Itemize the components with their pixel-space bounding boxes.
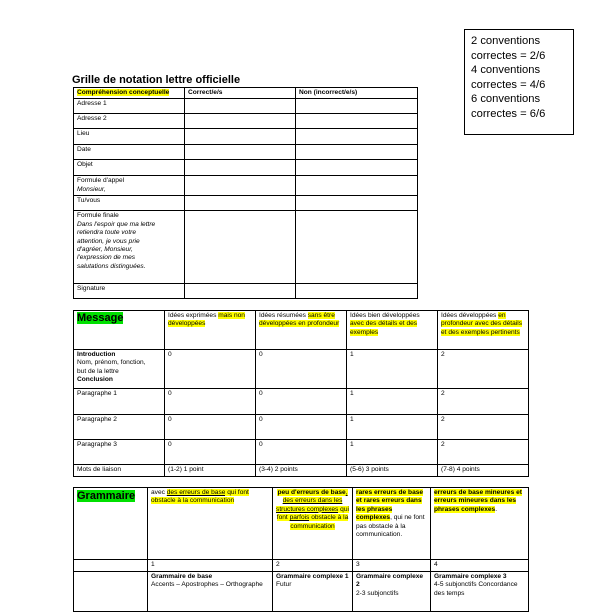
score-cell: (3-4) 2 points <box>256 465 347 477</box>
box-line: 4 conventions <box>471 64 541 77</box>
grammar-category: Grammaire complexe 1 Futur <box>273 572 353 612</box>
table-row <box>74 389 529 415</box>
page-title: Grille de notation lettre officielle <box>72 74 241 86</box>
score-cell: 0 <box>256 389 347 415</box>
table-row <box>74 114 418 129</box>
level-4-descriptor: erreurs de base mineures et erreurs mineures dans les phrases complexes. <box>431 488 529 560</box>
level-1-descriptor: avec des erreurs de base qui font obstacle à la communication <box>148 488 273 560</box>
grammar-category: Grammaire de base Accents – Apostrophes – Orthographe <box>148 572 273 612</box>
score-cell: 1 <box>347 350 438 389</box>
score-cell: 2 <box>438 350 529 389</box>
score-cell: 1 <box>347 415 438 440</box>
row-label: Date <box>74 145 185 160</box>
level-3-descriptor: rares erreurs de base et rares erreurs dans les phrases complexes, qui ne font pas obstacle à la communication. <box>353 488 431 560</box>
table-row <box>74 415 529 440</box>
box-line: correctes = 6/6 <box>471 107 546 120</box>
box-line: 6 conventions <box>471 93 541 106</box>
box-line: correctes = 4/6 <box>471 78 546 91</box>
score-cell: 2 <box>438 415 529 440</box>
score-cell: 2 <box>438 389 529 415</box>
row-label: Objet <box>74 160 185 176</box>
table-row <box>74 160 418 176</box>
grammar-category: Grammaire complexe 2 2-3 subjonctifs <box>353 572 431 612</box>
row-label: Lieu <box>74 129 185 145</box>
table-header-row <box>74 88 418 99</box>
score-cell: 2 <box>438 440 529 465</box>
row-label: Formule finale Dans l'espoir que ma lettre retiendra toute votre attention, je vous prie d'agréer, Monsieur, l'expression de mes salutations distinguées. <box>74 211 185 284</box>
level-number: 2 <box>273 560 353 572</box>
row-label: Adresse 2 <box>74 114 185 129</box>
message-header: Message <box>74 311 165 350</box>
table-header-row <box>74 311 529 350</box>
row-label: Adresse 1 <box>74 99 185 114</box>
score-cell: 0 <box>165 389 256 415</box>
conventions-table <box>73 87 418 299</box>
table-row <box>74 284 418 299</box>
row-label: Signature <box>74 284 185 299</box>
level-number: 3 <box>353 560 431 572</box>
table-row <box>74 129 418 145</box>
header-cell: Correct/e/s <box>185 88 296 99</box>
row-label: Paragraphe 2 <box>74 415 165 440</box>
score-cell: 0 <box>165 415 256 440</box>
table-row <box>74 465 529 477</box>
level-1-descriptor: Idées exprimées mais non développées <box>165 311 256 350</box>
score-cell: 0 <box>165 440 256 465</box>
score-cell: (1-2) 1 point <box>165 465 256 477</box>
level-2-descriptor: peu d'erreurs de base, des erreurs dans les structures complexes qui font parfois obstacle à la communication <box>273 488 353 560</box>
row-label: Paragraphe 3 <box>74 440 165 465</box>
level-3-descriptor: Idées bien développées avec des détails et des exemples <box>347 311 438 350</box>
table-row <box>74 572 529 612</box>
grammar-category: Grammaire complexe 3 4-5 subjonctifs Concordance des temps <box>431 572 529 612</box>
table-row <box>74 440 529 465</box>
grammaire-table <box>73 487 529 612</box>
level-2-descriptor: Idées résumées sans être développées en profondeur <box>256 311 347 350</box>
table-row <box>74 211 418 284</box>
table-header-row <box>74 488 529 560</box>
header-cell: Compréhension conceptuelle <box>74 88 185 99</box>
row-label: Tu/vous <box>74 196 185 211</box>
score-cell: 0 <box>256 350 347 389</box>
grammaire-header: Grammaire <box>74 488 148 560</box>
header-cell: Non (incorrect/e/s) <box>296 88 418 99</box>
score-conventions-box <box>464 29 574 135</box>
table-row <box>74 196 418 211</box>
message-table <box>73 310 529 477</box>
level-number: 1 <box>148 560 273 572</box>
score-cell: 1 <box>347 440 438 465</box>
table-row <box>74 176 418 196</box>
row-label: Introduction Nom, prénom, fonction, but de la lettre Conclusion <box>74 350 165 389</box>
table-row <box>74 99 418 114</box>
score-cell: 1 <box>347 389 438 415</box>
score-cell: (5-6) 3 points <box>347 465 438 477</box>
level-number: 4 <box>431 560 529 572</box>
box-line: correctes = 2/6 <box>471 49 546 62</box>
score-cell: 0 <box>256 440 347 465</box>
table-row <box>74 145 418 160</box>
box-line: 2 conventions <box>471 35 541 47</box>
row-label: Formule d'appel Monsieur, <box>74 176 185 196</box>
level-4-descriptor: Idées développées en profondeur avec des détails et des exemples pertinents <box>438 311 529 350</box>
score-cell: 0 <box>256 415 347 440</box>
table-row <box>74 350 529 389</box>
score-cell: (7-8) 4 points <box>438 465 529 477</box>
score-cell: 0 <box>165 350 256 389</box>
table-row <box>74 560 529 572</box>
row-label: Mots de liaison <box>74 465 165 477</box>
row-label: Paragraphe 1 <box>74 389 165 415</box>
